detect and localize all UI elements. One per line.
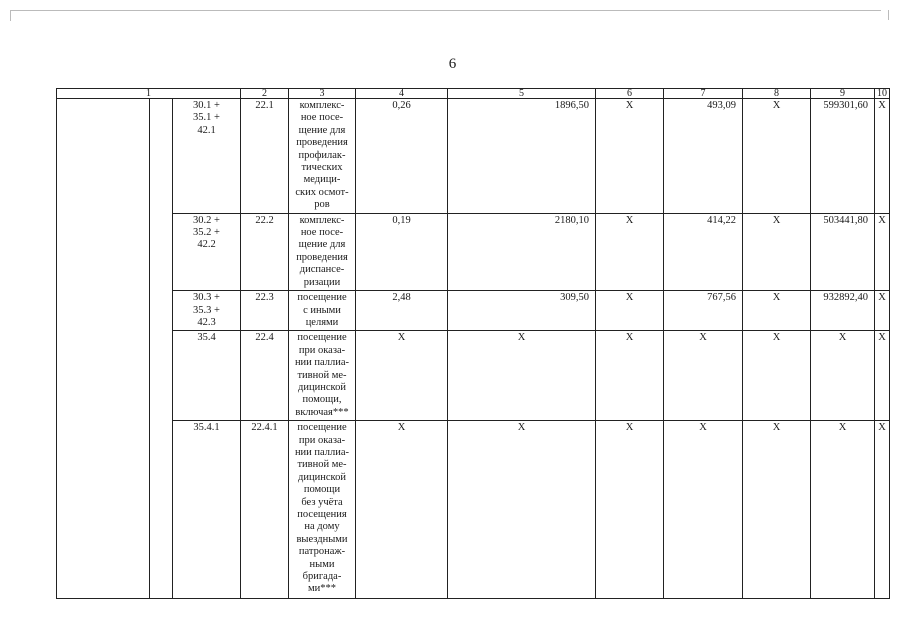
value-cell-5: 1896,50 — [448, 99, 596, 214]
value-cell-7: 414,22 — [664, 213, 743, 290]
description-cell: посещение при оказа- нии паллиа- тивной ме- дицинской помощи, включая*** — [289, 331, 356, 421]
value-cell-9: X — [811, 331, 875, 421]
merged-blank-cell-a — [57, 99, 150, 599]
header-cell-9: 9 — [811, 89, 875, 99]
value-cell-4: 0,19 — [356, 213, 448, 290]
number-cell: 22.3 — [241, 291, 289, 331]
code-cell: 30.3 + 35.3 + 42.3 — [173, 291, 241, 331]
table-row — [57, 213, 890, 290]
value-cell-8: X — [743, 331, 811, 421]
value-cell-6: X — [596, 213, 664, 290]
header-cell-3: 3 — [289, 89, 356, 99]
value-cell-8: X — [743, 291, 811, 331]
code-cell: 30.1 + 35.1 + 42.1 — [173, 99, 241, 214]
table-row — [57, 331, 890, 421]
value-cell-4: 0,26 — [356, 99, 448, 214]
value-cell-5: X — [448, 421, 596, 599]
value-cell-10: X — [875, 291, 890, 331]
value-cell-10: X — [875, 421, 890, 599]
value-cell-4: X — [356, 421, 448, 599]
value-cell-5: 309,50 — [448, 291, 596, 331]
page-number: 6 — [448, 56, 457, 72]
value-cell-8: X — [743, 99, 811, 214]
description-cell: посещение с иными целями — [289, 291, 356, 331]
number-cell: 22.2 — [241, 213, 289, 290]
table-row — [57, 99, 890, 214]
value-cell-8: X — [743, 421, 811, 599]
value-cell-7: 493,09 — [664, 99, 743, 214]
code-cell: 30.2 + 35.2 + 42.2 — [173, 213, 241, 290]
value-cell-6: X — [596, 421, 664, 599]
value-cell-6: X — [596, 291, 664, 331]
merged-blank-cell-b — [150, 99, 173, 599]
header-cell-2: 2 — [241, 89, 289, 99]
value-cell-4: 2,48 — [356, 291, 448, 331]
value-cell-7: 767,56 — [664, 291, 743, 331]
value-cell-9: 503441,80 — [811, 213, 875, 290]
description-cell: комплекс- ное посе- щение для проведения диспансе- ризации — [289, 213, 356, 290]
header-cell-5: 5 — [448, 89, 596, 99]
value-cell-10: X — [875, 331, 890, 421]
value-cell-10: X — [875, 99, 890, 214]
value-cell-7: X — [664, 331, 743, 421]
description-cell: комплекс- ное посе- щение для проведения профилак- тических медици- ских осмот- ров — [289, 99, 356, 214]
number-cell: 22.4 — [241, 331, 289, 421]
code-cell: 35.4.1 — [173, 421, 241, 599]
header-cell-10: 10 — [875, 89, 890, 99]
value-cell-5: 2180,10 — [448, 213, 596, 290]
table-row — [57, 291, 890, 331]
scan-border-mark — [10, 10, 881, 21]
header-cell-4: 4 — [356, 89, 448, 99]
code-cell: 35.4 — [173, 331, 241, 421]
table-header-row — [57, 89, 890, 99]
data-table — [56, 88, 890, 599]
value-cell-8: X — [743, 213, 811, 290]
table-row — [57, 421, 890, 599]
header-cell-1: 1 — [57, 89, 241, 99]
number-cell: 22.1 — [241, 99, 289, 214]
value-cell-7: X — [664, 421, 743, 599]
value-cell-5: X — [448, 331, 596, 421]
value-cell-4: X — [356, 331, 448, 421]
header-cell-7: 7 — [664, 89, 743, 99]
value-cell-9: X — [811, 421, 875, 599]
number-cell: 22.4.1 — [241, 421, 289, 599]
value-cell-6: X — [596, 99, 664, 214]
header-cell-6: 6 — [596, 89, 664, 99]
header-cell-8: 8 — [743, 89, 811, 99]
value-cell-10: X — [875, 213, 890, 290]
description-cell: посещение при оказа- нии паллиа- тивной ме- дицинской помощи без учёта посещения на дому выездными патронаж- ными бригада- ми*** — [289, 421, 356, 599]
value-cell-9: 932892,40 — [811, 291, 875, 331]
value-cell-6: X — [596, 331, 664, 421]
value-cell-9: 599301,60 — [811, 99, 875, 214]
